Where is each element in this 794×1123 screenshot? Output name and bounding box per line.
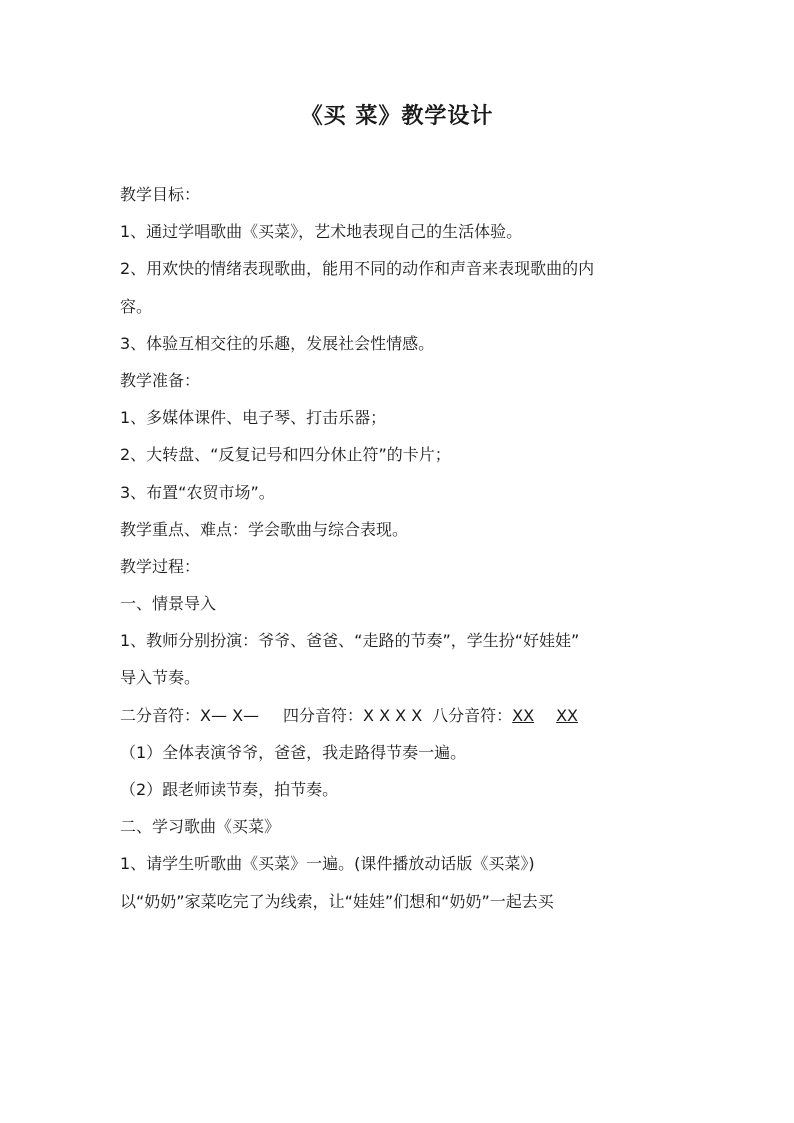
quarter-note-value: X X X X: [363, 705, 423, 725]
rhythm-line: [120, 706, 680, 743]
document-body: [120, 185, 680, 929]
section-heading-preparation: 教学准备：: [120, 370, 201, 390]
section-heading-objectives: 教学目标：: [120, 185, 201, 204]
process-step-1-item-1: 1、教师分别扮演：爷爷、爸爸、“走路的节奏”，学生扮“好娃娃”: [120, 631, 580, 651]
process-step-2-item-1: 1、请学生听歌曲《买菜》一遍。(课件播放动话版《买菜》): [120, 854, 535, 874]
eighth-note-value-1: XX: [512, 705, 535, 725]
preparation-item-1: 1、多媒体课件、电子琴、打击乐器；: [120, 408, 387, 428]
objective-item-2: 2、用欢快的情绪表现歌曲，能用不同的动作和声音来表现歌曲的内: [120, 259, 595, 279]
process-step-1-sub-2: （2）跟老师读节奏，拍节奏。: [120, 780, 339, 799]
eighth-note-label: 八分音符：: [432, 705, 513, 725]
quarter-note-label: 四分音符：: [283, 705, 364, 725]
section-heading-process: 教学过程：: [120, 556, 201, 576]
half-note-value: X— X—: [200, 705, 260, 725]
document-title: 《买 菜》教学设计: [300, 104, 494, 129]
process-step-1-item-1-continued: 导入节奏。: [120, 668, 201, 688]
objective-item-3: 3、体验互相交往的乐趣，发展社会性情感。: [120, 333, 435, 353]
process-step-heading-2: 二、学习歌曲《买菜》: [120, 817, 281, 837]
process-step-2-text: 以“奶奶”家菜吃完了为线索，让“娃娃”们想和“奶奶”一起去买: [120, 891, 554, 911]
objective-item-2-continued: 容。: [120, 296, 153, 316]
preparation-item-2: 2、大转盘、“反复记号和四分休止符”的卡片；: [120, 445, 451, 465]
objective-item-1: 1、通过学唱歌曲《买菜》，艺术地表现自己的生活体验。: [120, 222, 523, 242]
eighth-note-value-2: XX: [556, 705, 579, 725]
half-note-label: 二分音符：: [120, 705, 201, 725]
key-points: 教学重点、难点：学会歌曲与综合表现。: [120, 519, 409, 539]
preparation-item-3: 3、布置“农贸市场”。: [120, 482, 275, 502]
process-step-heading-1: 一、情景导入: [120, 594, 217, 614]
process-step-1-sub-1: （1）全体表演爷爷，爸爸，我走路得节奏一遍。: [120, 742, 467, 762]
